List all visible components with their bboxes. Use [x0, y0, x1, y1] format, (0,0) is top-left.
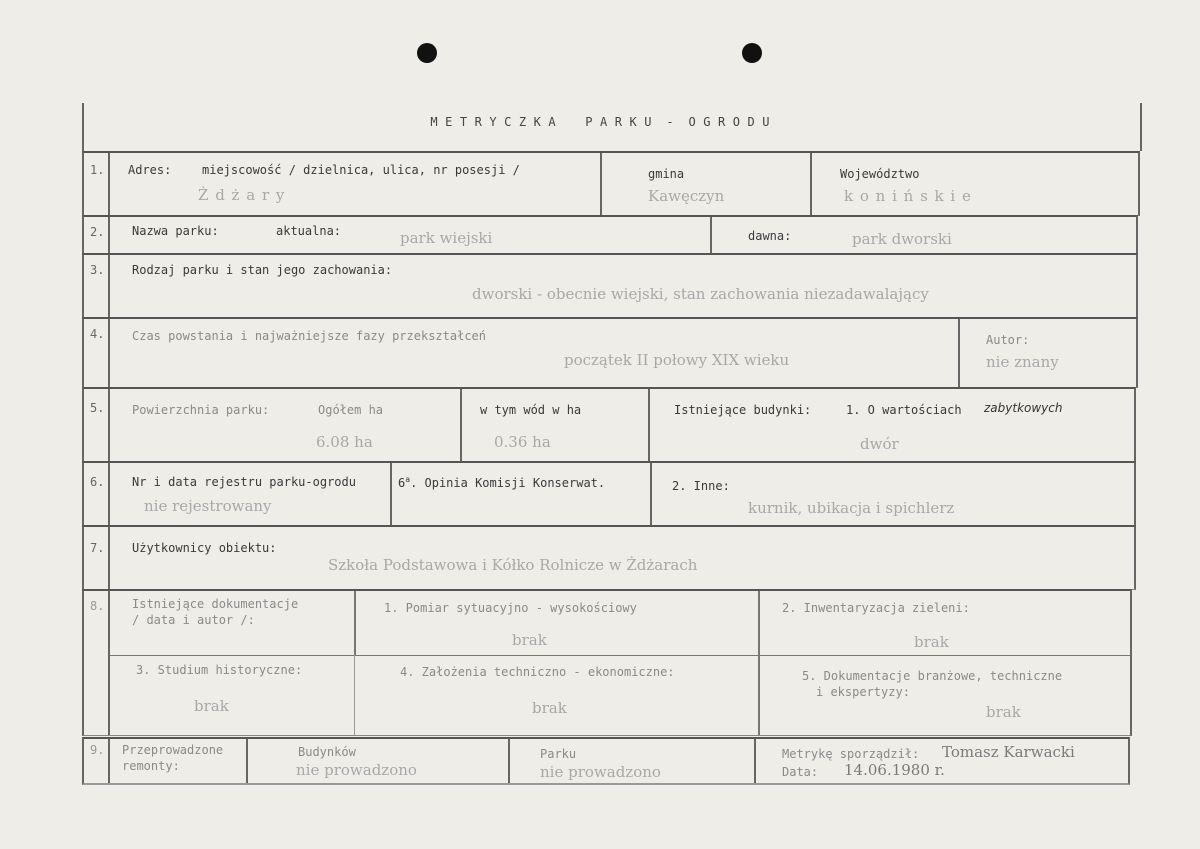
dawna-value: park dworski	[852, 230, 952, 248]
adres-cell	[108, 153, 602, 215]
budynki-handwriting: zabytkowych	[984, 401, 1063, 415]
dokumentacja-cell	[108, 591, 1130, 735]
dawna-cell	[710, 217, 1136, 253]
opinia-text: . Opinia Komisji Konserwat.	[410, 476, 606, 490]
pomiar-value: brak	[512, 631, 547, 649]
row-6	[82, 461, 1136, 526]
uzytkownicy-cell	[108, 527, 1134, 589]
rodzaj-value: dworski - obecnie wiejski, stan zachowania niezadawalający	[472, 285, 929, 303]
wody-cell	[460, 389, 650, 461]
row-number: 7.	[90, 541, 105, 555]
parku-value: nie prowadzono	[540, 763, 661, 781]
row-number: 6.	[90, 475, 105, 489]
autor-value: nie znany	[986, 353, 1059, 371]
inne-label: 2. Inne:	[672, 479, 730, 493]
inne-cell	[650, 463, 1134, 525]
rejestr-cell	[108, 463, 392, 525]
inwentaryzacja-label: 2. Inwentaryzacja zieleni:	[782, 601, 970, 615]
rodzaj-cell	[108, 255, 1136, 317]
row-3	[82, 253, 1138, 318]
zalozenia-value: brak	[532, 699, 567, 717]
inne-value: kurnik, ubikacja i spichlerz	[748, 499, 955, 517]
rejestr-value: nie rejestrowany	[144, 497, 272, 515]
opinia-number: 6	[398, 476, 406, 490]
budynki-label: Istniejące budynki:	[674, 403, 812, 417]
gmina-label: gmina	[648, 167, 685, 181]
data-label: Data:	[782, 765, 819, 779]
adres-sub-label: miejscowość / dzielnica, ulica, nr posesji /	[202, 163, 520, 177]
branzowe-value: brak	[986, 703, 1021, 721]
row-number: 2.	[90, 225, 105, 239]
nazwa-cell	[108, 217, 712, 253]
parku-label: Parku	[540, 747, 577, 761]
row-number: 4.	[90, 327, 105, 341]
uzytkownicy-value: Szkoła Podstawowa i Kółko Rolnicze w Żdżarach	[328, 556, 698, 574]
row-number: 5.	[90, 401, 105, 415]
row-5	[82, 387, 1136, 462]
wody-label: w tym wód w ha	[480, 403, 582, 417]
row-9	[82, 737, 1130, 785]
adres-label: Adres:	[128, 163, 172, 177]
wojewodztwo-label: Województwo	[840, 167, 920, 181]
rejestr-label: Nr i data rejestru parku-ogrodu	[132, 475, 356, 489]
dawna-label: dawna:	[748, 229, 792, 243]
dokumentacje-label: Istniejące dokumentacje	[132, 597, 299, 611]
row-number: 9.	[90, 743, 105, 757]
rodzaj-label: Rodzaj parku i stan jego zachowania:	[132, 263, 393, 277]
sporzadzil-cell	[754, 739, 1128, 783]
budynki-sub-label: 1. O wartościach	[846, 403, 962, 417]
row-number: 3.	[90, 263, 105, 277]
remonty-label: Przeprowadzone	[122, 743, 224, 757]
autor-label: Autor:	[986, 333, 1030, 347]
wojewodztwo-value: k o n i ń s k i e	[844, 187, 972, 205]
row-2	[82, 215, 1138, 254]
aktualna-label: aktualna:	[276, 224, 342, 238]
opinia-superscript: a	[405, 475, 411, 484]
parku-cell	[508, 739, 756, 783]
ogolem-label: Ogółem ha	[318, 403, 384, 417]
sporzadzil-value: Tomasz Karwacki	[942, 743, 1075, 761]
remonty-sub-label: remonty:	[122, 759, 180, 773]
inwentaryzacja-value: brak	[914, 633, 949, 651]
powierzchnia-label: Powierzchnia parku:	[132, 403, 270, 417]
divider	[354, 655, 355, 735]
studium-label: 3. Studium historyczne:	[136, 663, 303, 677]
row-8	[82, 589, 1132, 736]
autor-cell	[958, 319, 1136, 387]
row-7	[82, 525, 1136, 590]
row-number: 1.	[90, 163, 105, 177]
gmina-cell	[600, 153, 812, 215]
punch-hole	[742, 43, 762, 63]
budynkow-value: nie prowadzono	[296, 761, 417, 779]
studium-value: brak	[194, 697, 229, 715]
nazwa-label: Nazwa parku:	[132, 224, 219, 238]
remonty-cell	[108, 739, 248, 783]
branzowe-label: 5. Dokumentacje branżowe, techniczne	[802, 669, 1063, 683]
divider	[110, 655, 1130, 656]
row-4	[82, 317, 1138, 388]
powierzchnia-cell	[108, 389, 462, 461]
divider	[354, 591, 356, 655]
aktualna-value: park wiejski	[400, 229, 493, 247]
wojewodztwo-cell	[810, 153, 1138, 215]
ogolem-value: 6.08 ha	[316, 433, 373, 451]
opinia-cell	[390, 463, 652, 525]
branzowe-sub-label: i ekspertyzy:	[816, 685, 910, 699]
data-value: 14.06.1980 r.	[844, 761, 945, 779]
uzytkownicy-label: Użytkownicy obiektu:	[132, 541, 277, 555]
czas-cell	[108, 319, 960, 387]
gmina-value: Kawęczyn	[648, 187, 725, 205]
czas-label: Czas powstania i najważniejsze fazy przekształceń	[132, 329, 487, 343]
divider	[758, 591, 760, 735]
budynki-cell	[648, 389, 1134, 461]
row-number: 8.	[90, 599, 105, 613]
budynkow-label: Budynków	[298, 745, 356, 759]
opinia-label	[398, 475, 605, 490]
pomiar-label: 1. Pomiar sytuacyjno - wysokościowy	[384, 601, 637, 615]
sporzadzil-label: Metrykę sporządził:	[782, 747, 920, 761]
punch-hole	[417, 43, 437, 63]
budynki-value: dwór	[860, 435, 899, 453]
czas-value: początek II połowy XIX wieku	[564, 351, 790, 369]
adres-value: Ż d ż a r y	[198, 186, 286, 204]
row-1	[82, 151, 1140, 216]
dokumentacje-sub-label: / data i autor /:	[132, 613, 255, 627]
wody-value: 0.36 ha	[494, 433, 551, 451]
budynkow-cell	[246, 739, 510, 783]
zalozenia-label: 4. Założenia techniczno - ekonomiczne:	[400, 665, 675, 679]
page-title: M E T R Y C Z K A P A R K U - O G R O D U	[430, 115, 770, 129]
